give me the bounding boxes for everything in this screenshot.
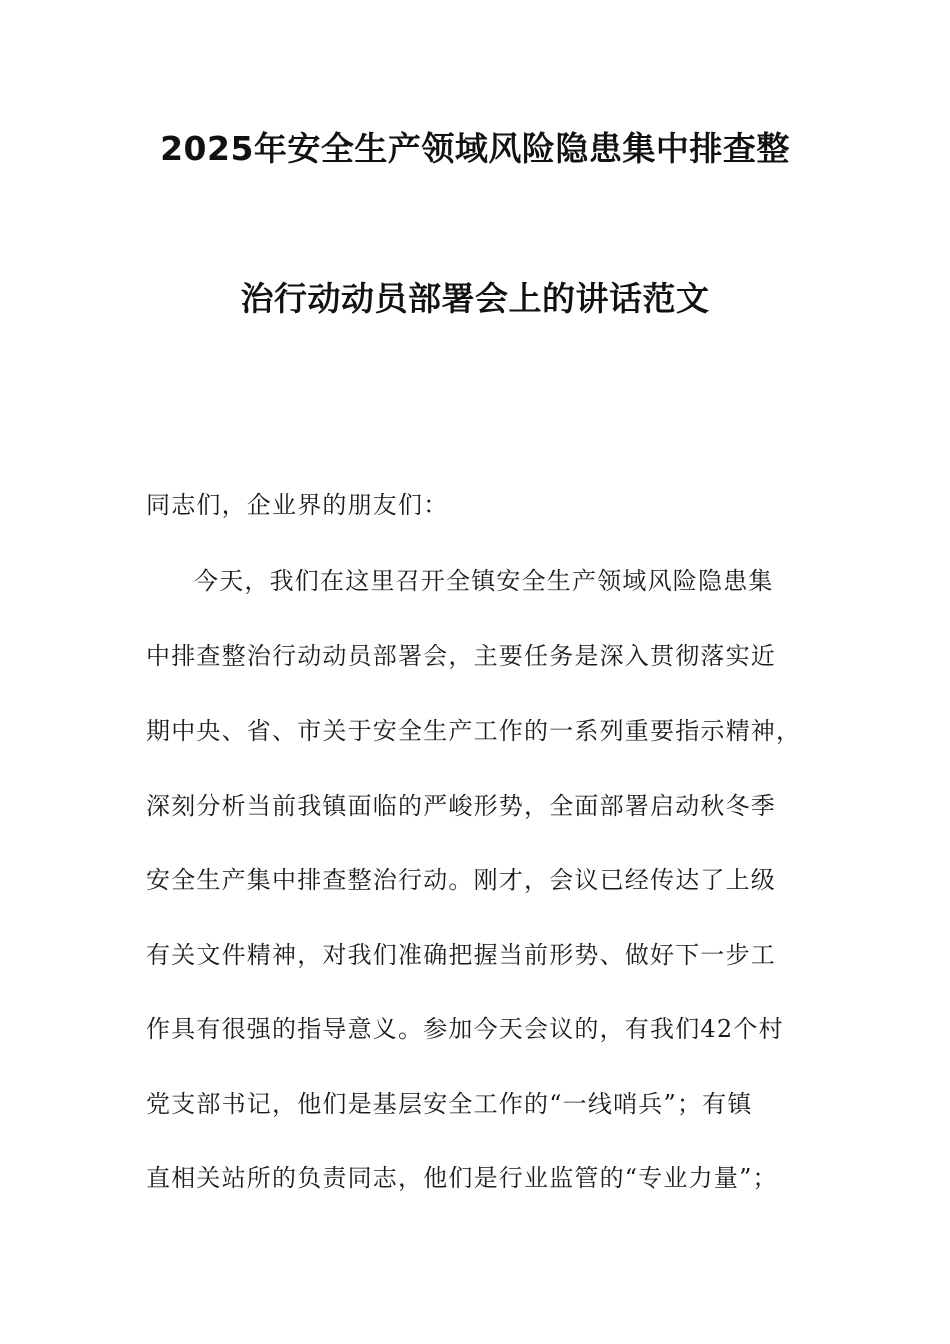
paragraph-line: 深刻分析当前我镇面临的严峻形势，全面部署启动秋冬季 <box>146 792 776 820</box>
paragraph-line: 有关文件精神，对我们准确把握当前形势、做好下一步工 <box>146 941 776 969</box>
document-title-line-2: 治行动动员部署会上的讲话范文 <box>240 279 710 318</box>
paragraph-line: 今天，我们在这里召开全镇安全生产领域风险隐患集 <box>194 567 774 595</box>
paragraph-line: 直相关站所的负责同志，他们是行业监管的“专业力量”； <box>146 1164 778 1192</box>
paragraph-line: 安全生产集中排查整治行动。刚才，会议已经传达了上级 <box>146 866 776 894</box>
paragraph-line: 中排查整治行动动员部署会，主要任务是深入贯彻落实近 <box>146 642 776 670</box>
paragraph-line: 党支部书记，他们是基层安全工作的“一线哨兵”；有镇 <box>146 1090 753 1118</box>
document-title-line-1: 2025年安全生产领域风险隐患集中排查整 <box>160 129 790 168</box>
paragraph-line: 期中央、省、市关于安全生产工作的一系列重要指示精神， <box>146 717 802 745</box>
paragraph-line: 作具有很强的指导意义。参加今天会议的，有我们42个村 <box>146 1015 784 1043</box>
salutation: 同志们，企业界的朋友们： <box>146 491 449 519</box>
